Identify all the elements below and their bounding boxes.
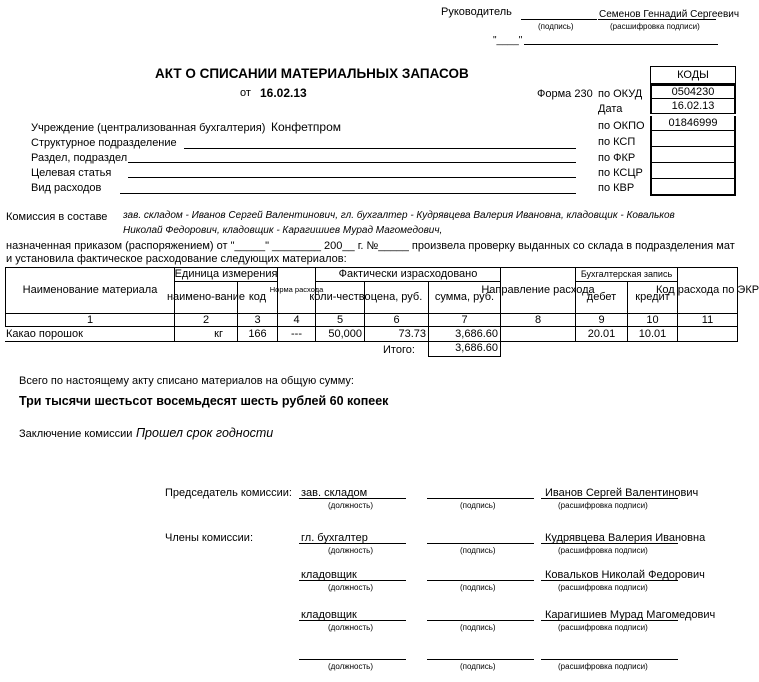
col-unit-code-header: код — [237, 281, 278, 314]
section-line[interactable] — [128, 162, 576, 163]
approval-date-blank: "____" — [493, 35, 523, 46]
form-label: Форма 230 — [537, 88, 593, 100]
signature-position: кладовщик — [301, 609, 357, 621]
head-signature-caption: (подпись) — [538, 22, 574, 31]
position-line[interactable] — [299, 620, 406, 621]
signature-caption: (подпись) — [460, 546, 496, 555]
col-name-header: Наименование материала — [5, 267, 175, 314]
signature-caption: (подпись) — [460, 623, 496, 632]
date-value: 16.02.13 — [650, 99, 736, 114]
position-line[interactable] — [299, 580, 406, 581]
decode-caption: (расшифровка подписи) — [558, 501, 648, 510]
row-qty: 50,000 — [315, 326, 365, 342]
col-norm-header: Норма расхода — [277, 267, 316, 314]
head-decode-caption: (расшифровка подписи) — [610, 22, 700, 31]
row-unit: кг — [174, 326, 238, 342]
members-label: Члены комиссии: — [165, 532, 254, 544]
decode-caption: (расшифровка подписи) — [558, 662, 648, 671]
chair-label: Председатель комиссии: — [165, 487, 292, 499]
total-value: 3,686.60 — [428, 341, 501, 357]
commission-members-line1: зав. складом - Иванов Сергей Валентинович, гл. бухгалтер - Кудрявцева Валерия Ивановна, кладовщик - Ковальков — [123, 210, 675, 221]
col-accounting-group-header: Бухгалтерская запись — [575, 267, 678, 282]
fkr-value — [650, 147, 736, 163]
target-line[interactable] — [128, 177, 576, 178]
col-number: 8 — [500, 313, 576, 327]
col-credit-header: кредит — [627, 281, 678, 314]
col-number: 7 — [428, 313, 501, 327]
head-name-line — [598, 19, 716, 20]
row-norm: --- — [277, 326, 316, 342]
signature-position: гл. бухгалтер — [301, 532, 368, 544]
commission-established-text: и установила фактическое расходование следующих материалов: — [6, 253, 347, 265]
col-number: 4 — [277, 313, 316, 327]
col-number: 10 — [627, 313, 678, 327]
position-line[interactable] — [299, 659, 406, 660]
expense-label: Вид расходов — [31, 182, 102, 194]
row-credit: 10.01 — [627, 326, 678, 342]
row-name: Какао порошок — [5, 326, 175, 342]
signature-name: Кудрявцева Валерия Ивановна — [545, 532, 706, 544]
ksp-label: по КСП — [598, 136, 636, 148]
col-number: 9 — [575, 313, 628, 327]
conclusion-label: Заключение комиссии — [19, 428, 133, 440]
col-ekr-header: Код расхода по ЭКР — [677, 267, 738, 314]
signature-caption: (подпись) — [460, 583, 496, 592]
position-caption: (должность) — [328, 583, 373, 592]
okud-label: по ОКУД — [598, 88, 643, 100]
ksp-value — [650, 131, 736, 147]
expense-line[interactable] — [120, 193, 576, 194]
kvr-value — [650, 179, 736, 196]
name-line — [541, 498, 678, 499]
signature-position: кладовщик — [301, 569, 357, 581]
signature-name: Иванов Сергей Валентинович — [545, 487, 699, 499]
col-number: 6 — [364, 313, 429, 327]
codes-header: КОДЫ — [650, 66, 736, 84]
kscr-value — [650, 163, 736, 179]
row-direction — [500, 326, 576, 342]
target-label: Целевая статья — [31, 167, 112, 179]
date-label: Дата — [598, 103, 623, 115]
decode-caption: (расшифровка подписи) — [558, 546, 648, 555]
col-unit-group-header: Единица измерения — [174, 268, 278, 281]
institution-label: Учреждение (централизованная бухгалтерия) — [31, 122, 266, 134]
name-line — [541, 659, 678, 660]
decode-caption: (расшифровка подписи) — [558, 583, 648, 592]
okpo-label: по ОКПО — [598, 120, 645, 132]
col-price-header: цена, руб. — [364, 281, 429, 314]
position-line[interactable] — [299, 498, 406, 499]
commission-members-line2: Николай Федорович, кладовщик - Карагишиев Мурад Магомедович, — [123, 225, 443, 236]
row-code: 166 — [237, 326, 278, 342]
kscr-label: по КСЦР — [598, 167, 643, 179]
signature-caption: (подпись) — [460, 662, 496, 671]
okpo-value: 01846999 — [650, 116, 736, 131]
approval-date-line[interactable] — [524, 44, 718, 45]
position-caption: (должность) — [328, 662, 373, 671]
page-title: АКТ О СПИСАНИИ МАТЕРИАЛЬНЫХ ЗАПАСОВ — [155, 66, 469, 81]
summary-total-label: Всего по настоящему акту списано материалов на общую сумму: — [19, 375, 354, 387]
department-label: Структурное подразделение — [31, 137, 177, 149]
position-caption: (должность) — [328, 623, 373, 632]
total-label: Итого: — [383, 344, 415, 356]
signature-name: Ковальков Николай Федорович — [545, 569, 705, 581]
commission-order-text: назначенная приказом (распоряжением) от "_____" ________ 200__ г. №_____ произвела проверку выданных со склада в подразделения мат — [6, 240, 735, 252]
row-ekr — [677, 326, 738, 342]
head-name: Семенов Геннадий Сергеевич — [599, 9, 740, 20]
col-number: 11 — [677, 313, 738, 327]
signature-line[interactable] — [427, 620, 534, 621]
col-actual-group-header: Фактически израсходовано — [315, 267, 501, 282]
col-qty-header: коли-чество — [315, 281, 365, 314]
signature-line[interactable] — [427, 580, 534, 581]
col-number: 5 — [315, 313, 365, 327]
signature-line[interactable] — [427, 543, 534, 544]
section-label: Раздел, подраздел — [31, 152, 128, 164]
row-sum: 3,686.60 — [428, 326, 501, 342]
name-line — [541, 620, 678, 621]
conclusion-value: Прошел срок годности — [136, 426, 274, 440]
col-debit-header: дебет — [575, 281, 628, 314]
col-number: 1 — [5, 313, 175, 327]
institution-value: Конфетпром — [271, 120, 342, 134]
position-caption: (должность) — [328, 546, 373, 555]
fkr-label: по ФКР — [598, 152, 636, 164]
col-number: 3 — [237, 313, 278, 327]
name-line — [541, 580, 678, 581]
position-caption: (должность) — [328, 501, 373, 510]
col-number: 2 — [174, 313, 238, 327]
commission-label: Комиссия в составе — [6, 211, 108, 223]
head-signature-line[interactable] — [521, 19, 597, 20]
row-debit: 20.01 — [575, 326, 628, 342]
position-line[interactable] — [299, 543, 406, 544]
decode-caption: (расшифровка подписи) — [558, 623, 648, 632]
head-label: Руководитель — [441, 6, 512, 18]
signature-position: зав. складом — [301, 487, 368, 499]
department-line[interactable] — [184, 148, 576, 149]
col-unit-name-header: наимено-вание — [174, 281, 238, 314]
row-price: 73.73 — [364, 326, 429, 342]
col-sum-header: сумма, руб. — [428, 281, 501, 314]
signature-line[interactable] — [427, 498, 534, 499]
summary-total-words: Три тысячи шестьсот восемьдесят шесть рублей 60 копеек — [19, 394, 389, 408]
title-date: 16.02.13 — [260, 86, 307, 100]
col-direction-header: Направление расхода — [500, 267, 576, 314]
name-line — [541, 543, 678, 544]
title-from-label: от — [240, 87, 251, 99]
kvr-label: по КВР — [598, 182, 635, 194]
okud-value: 0504230 — [650, 84, 736, 99]
signature-caption: (подпись) — [460, 501, 496, 510]
signature-line[interactable] — [427, 659, 534, 660]
signature-name: Карагишиев Мурад Магомедович — [545, 609, 716, 621]
